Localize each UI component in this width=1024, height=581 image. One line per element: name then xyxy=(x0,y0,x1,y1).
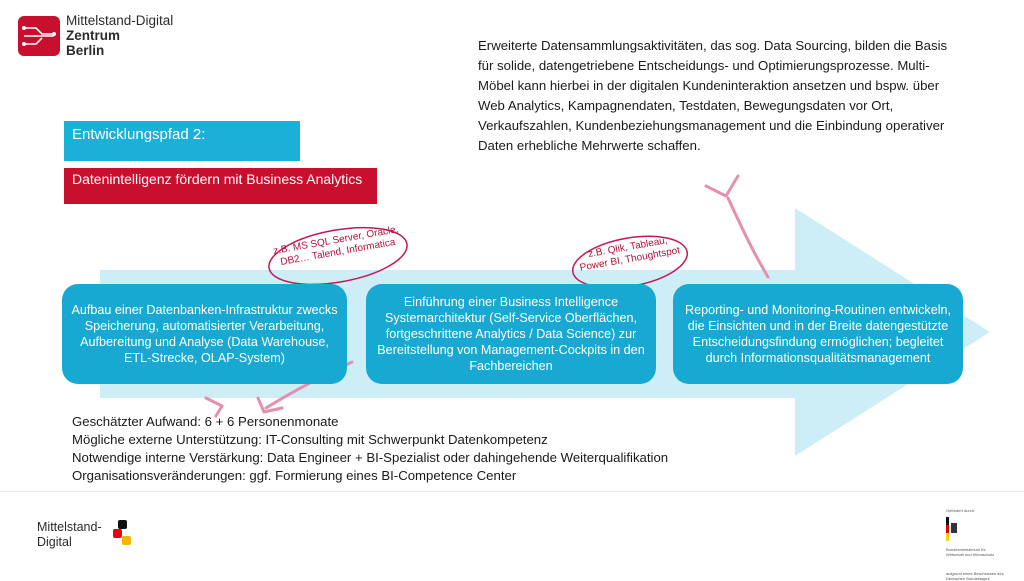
step-box-2 xyxy=(366,284,656,384)
details-list xyxy=(72,413,832,485)
detail-org-changes: Organisationsveränderungen: ggf. Formierung eines BI-Competence Center xyxy=(72,468,517,483)
footer-brand-text xyxy=(37,520,102,550)
logo-text xyxy=(66,13,173,58)
intro-paragraph: Erweiterte Datensammlungsaktivitäten, das sog. Data Sourcing, bilden die Basis für solide, datengetriebene Entscheidungs- und Optimierungsprozesse. Multi-Möbel kann hierbei in der digitalen Kundeninteraktion ansetzen und bspw. über Web Analytics, Kampagnendaten, Testdaten, Bewegungsdaten vor Ort, Verkaufszahlen, Kundenbeziehungsmanagement und die Einbindung operativer Daten erhebliche Mehrwerte schaffen. xyxy=(478,38,948,153)
footer-brand-line-2: Digital xyxy=(37,535,72,549)
marker-arrow-right xyxy=(706,176,768,277)
logo-line-1: Mittelstand-Digital xyxy=(66,13,174,28)
ministry-logo xyxy=(946,508,1004,581)
step-text-2: Einführung einer Business Intelligence Systemarchitektur (Self-Service Oberflächen, fortgeschrittene Analytics / Data Science) zur Bereitstellung von Management-Cockpits in den Fachbereichen xyxy=(377,295,645,373)
logo-line-2: Zentrum xyxy=(66,28,120,43)
step-text-1: Aufbau einer Datenbanken-Infrastruktur zwecks Speicherung, automatisierter Verarbeitung, Aufbereitung und Analyse (Data Warehouse, ETL-Strecke, OLAP-System) xyxy=(71,303,338,365)
ministry-line-2: Bundesministerium für Wirtschaft und Klimaschutz xyxy=(946,547,995,557)
page-title: Entwicklungspfad 2: xyxy=(64,121,300,161)
footer-brand-squares-icon xyxy=(113,520,133,546)
annotation-stamp-2: z.B. Qlik, Tableau, Power BI, Thoughtspot xyxy=(578,235,681,274)
ministry-line-3: aufgrund eines Beschlusses des Deutschen Bundestages xyxy=(946,571,1004,581)
logo-line-3: Berlin xyxy=(66,43,105,58)
footer xyxy=(0,491,1024,577)
step-box-3 xyxy=(673,284,963,384)
detail-internal-staff: Notwendige interne Verstärkung: Data Engineer + BI-Spezialist oder dahingehende Weiterqualifikation xyxy=(72,450,669,465)
ministry-line-1: Gefördert durch: xyxy=(946,508,976,513)
page-subtitle: Datenintelligenz fördern mit Business Analytics xyxy=(64,168,377,204)
step-text-3: Reporting- und Monitoring-Routinen entwickeln, die Einsichten und in der Breite datengestützte Entscheidungsfindung ermöglichen; begleitet durch Informationsqualitätsmanagement xyxy=(684,303,951,365)
step-box-1 xyxy=(62,284,347,384)
detail-effort: Geschätzter Aufwand: 6 + 6 Personenmonate xyxy=(72,414,339,429)
detail-external-support: Mögliche externe Unterstützung: IT-Consulting mit Schwerpunkt Datenkompetenz xyxy=(72,432,548,447)
footer-brand-line-1: Mittelstand- xyxy=(37,520,102,534)
logo-circuit-icon xyxy=(18,16,60,56)
annotation-stamp-1: z.B. MS SQL Server, Oracle, DB2… Talend, Informatica xyxy=(272,224,400,268)
federal-eagle-icon xyxy=(946,517,958,543)
